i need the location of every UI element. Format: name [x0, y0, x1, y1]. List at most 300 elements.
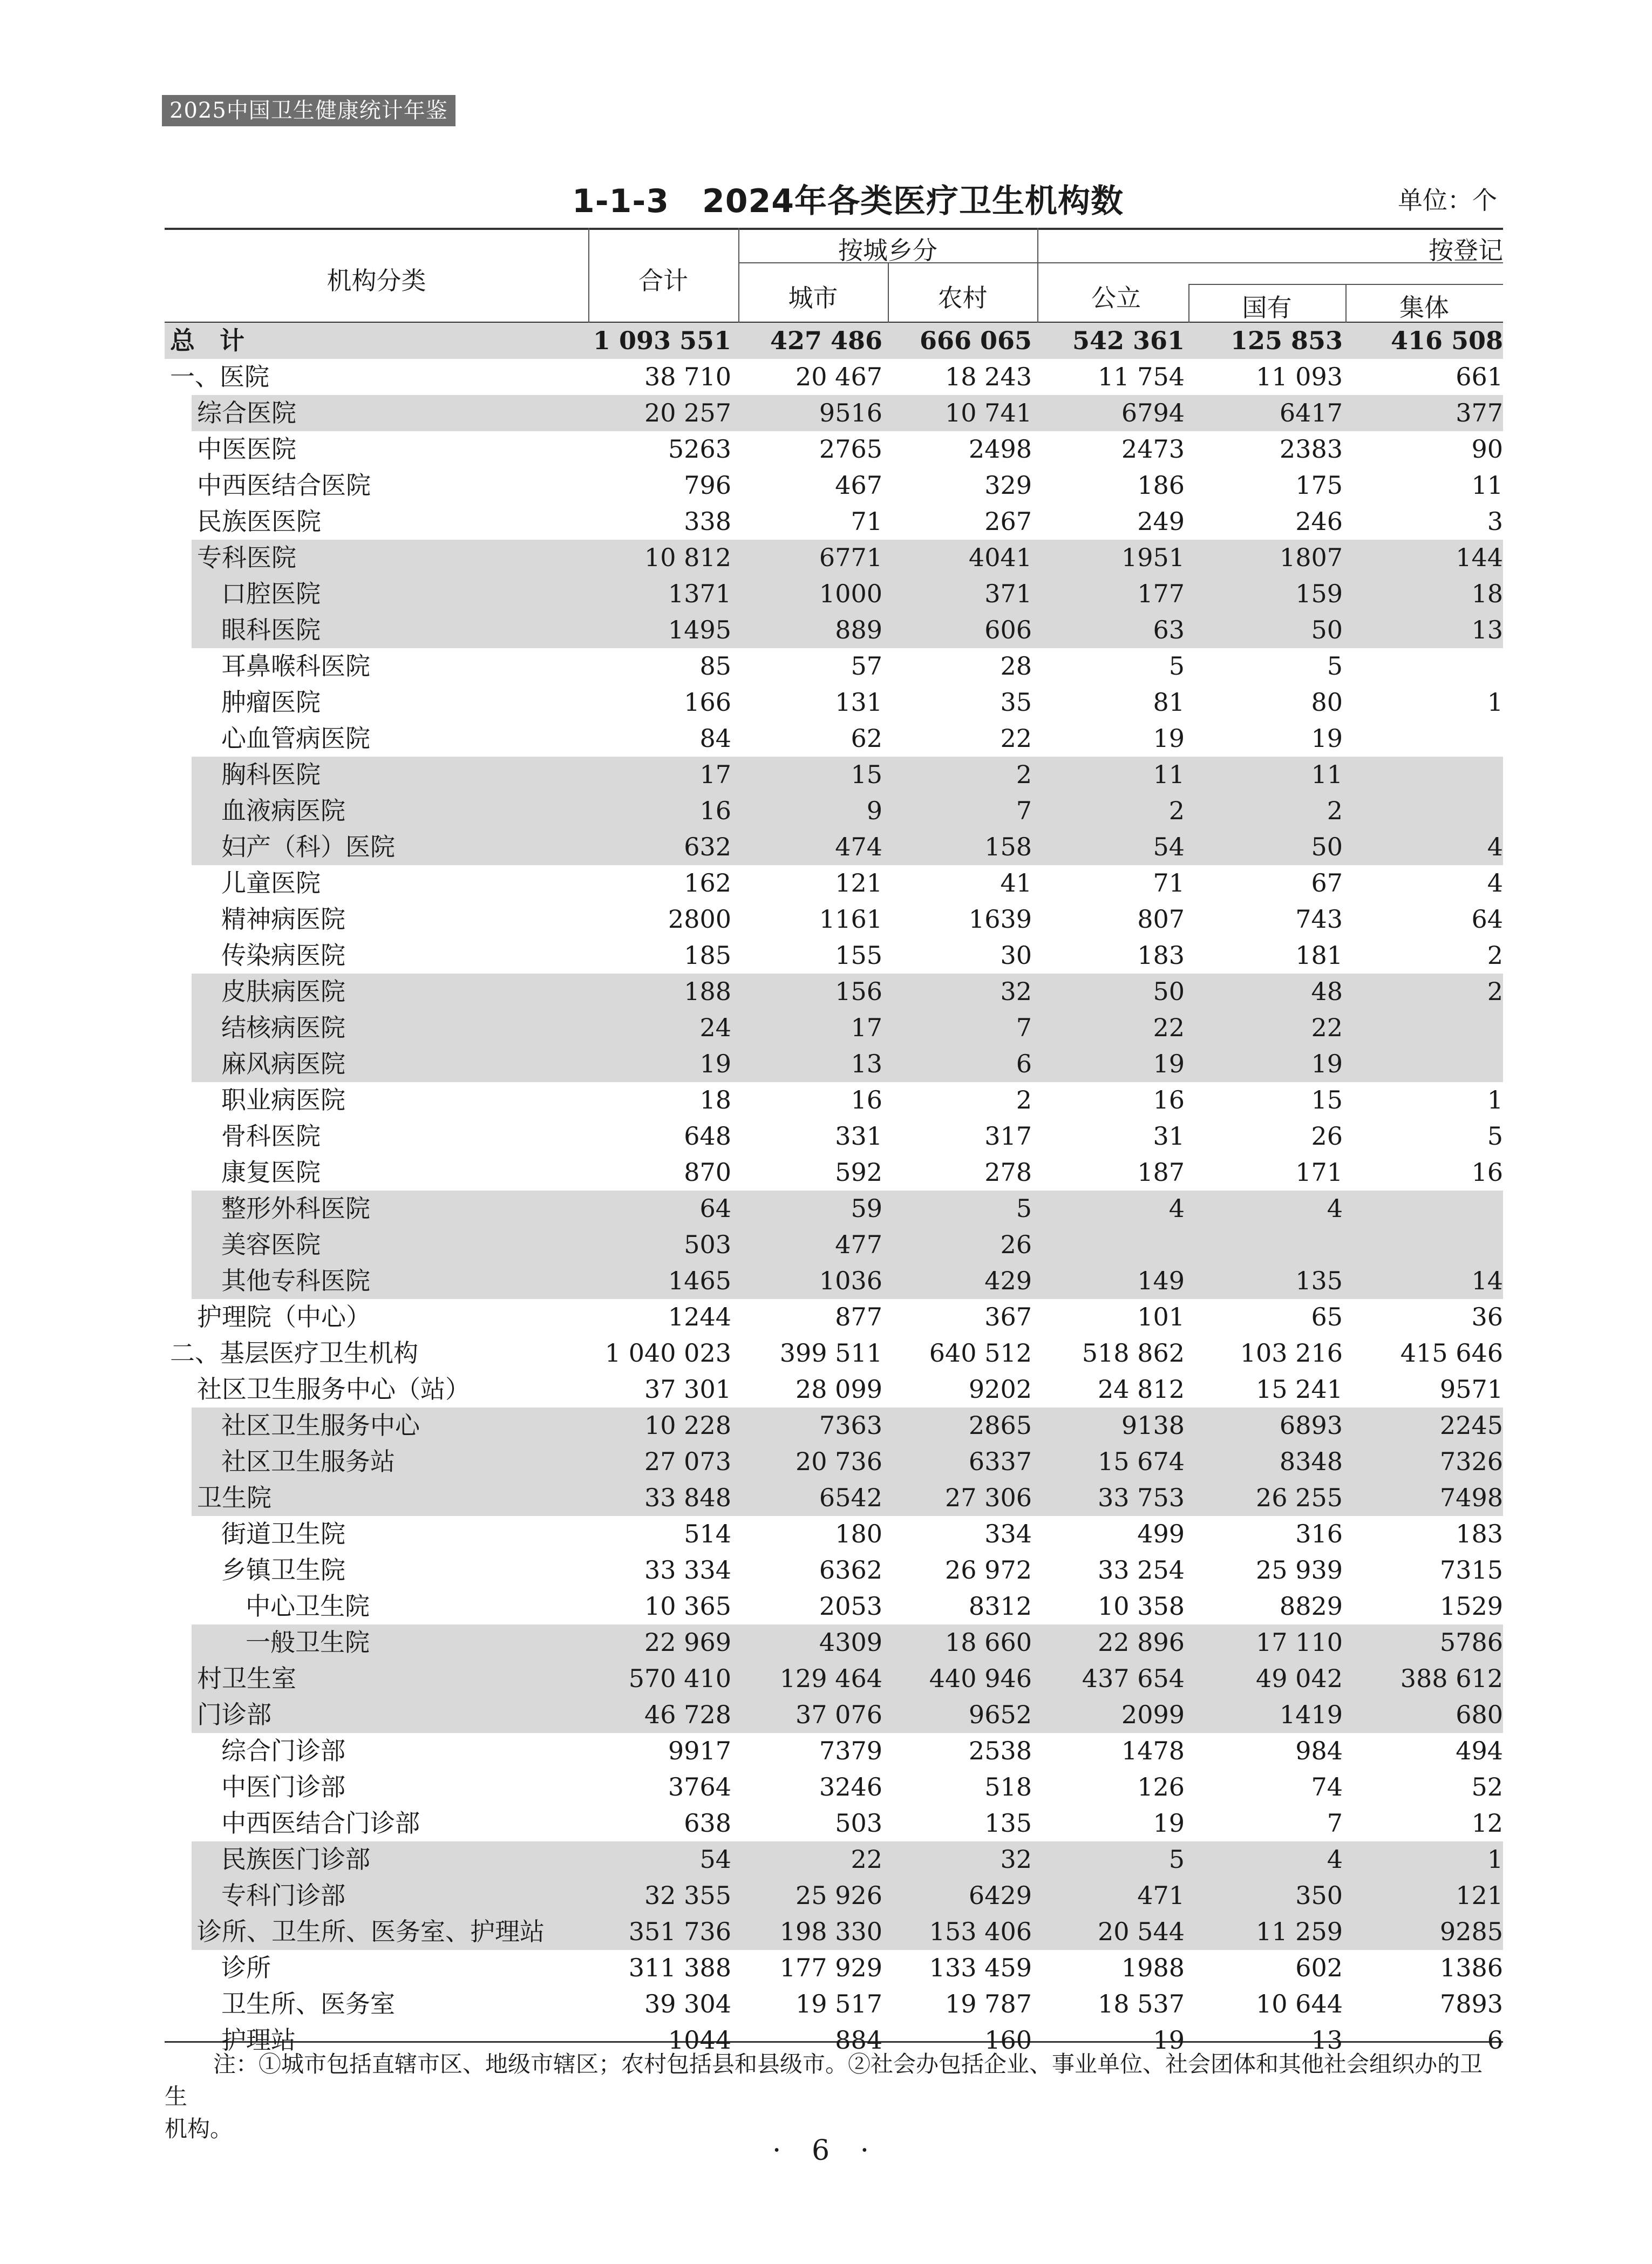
row-label: 二、基层医疗卫生机构 — [170, 1338, 418, 1368]
table-row — [165, 1878, 1503, 1914]
cell-total: 351 736 — [628, 1917, 731, 1946]
cell-collective: 14 — [1471, 1266, 1503, 1295]
table-row — [165, 1444, 1503, 1480]
cell-public: 6794 — [1121, 398, 1185, 427]
cell-urban: 20 467 — [796, 362, 882, 391]
cell-collective: 16 — [1471, 1158, 1503, 1187]
cell-collective: 7315 — [1439, 1555, 1503, 1585]
cell-total: 1495 — [668, 615, 731, 644]
cell-state-owned: 8829 — [1279, 1592, 1343, 1621]
cell-collective: 1 — [1487, 1085, 1503, 1114]
table-row — [165, 1624, 1503, 1661]
cell-urban: 7363 — [819, 1411, 882, 1440]
cell-total: 3764 — [668, 1772, 731, 1801]
cell-state-owned: 159 — [1295, 579, 1343, 608]
cell-public: 249 — [1137, 507, 1185, 536]
cell-total: 54 — [699, 1845, 731, 1874]
page-number: · 6 · — [772, 2134, 880, 2167]
cell-state-owned: 13 — [1311, 2025, 1343, 2055]
cell-collective: 4 — [1487, 868, 1503, 898]
cell-public: 437 654 — [1082, 1664, 1185, 1693]
cell-urban: 331 — [835, 1121, 882, 1151]
cell-state-owned: 15 — [1311, 1085, 1343, 1114]
cell-rural: 26 972 — [945, 1555, 1032, 1585]
cell-urban: 129 464 — [779, 1664, 882, 1693]
cell-collective: 1529 — [1439, 1592, 1503, 1621]
row-label: 中心卫生院 — [246, 1592, 370, 1621]
row-label: 麻风病医院 — [221, 1049, 345, 1078]
cell-total: 39 304 — [644, 1989, 731, 2018]
cell-urban: 9516 — [819, 398, 882, 427]
running-header: 2025中国卫生健康统计年鉴 — [162, 95, 456, 126]
cell-public: 11 — [1153, 760, 1185, 789]
cell-urban: 4309 — [819, 1628, 882, 1657]
cell-total: 16 — [699, 796, 731, 825]
cell-rural: 267 — [984, 507, 1032, 536]
header-collective: 集体 — [1399, 293, 1449, 322]
row-label: 街道卫生院 — [221, 1519, 345, 1548]
cell-public: 126 — [1137, 1772, 1185, 1801]
cell-total: 33 848 — [644, 1483, 731, 1512]
table-row — [165, 1408, 1503, 1444]
cell-collective: 36 — [1471, 1302, 1503, 1331]
cell-rural: 6429 — [968, 1881, 1032, 1910]
cell-public: 24 812 — [1098, 1375, 1185, 1404]
cell-urban: 37 076 — [796, 1700, 882, 1729]
cell-rural: 7 — [1016, 796, 1032, 825]
cell-public: 33 753 — [1098, 1483, 1185, 1512]
cell-total: 503 — [684, 1230, 731, 1259]
cell-public: 71 — [1153, 868, 1185, 898]
cell-collective: 12 — [1471, 1809, 1503, 1838]
cell-public: 177 — [1137, 579, 1185, 608]
cell-urban: 155 — [835, 941, 882, 970]
row-label: 社区卫生服务站 — [221, 1447, 395, 1476]
cell-urban: 177 929 — [779, 1953, 882, 1982]
table-row — [165, 1733, 1503, 1769]
row-label: 中西医结合医院 — [197, 471, 371, 500]
cell-urban: 884 — [835, 2025, 882, 2055]
cell-collective: 4 — [1487, 832, 1503, 861]
row-label: 儿童医院 — [221, 868, 321, 898]
cell-total: 38 710 — [644, 362, 731, 391]
row-label: 康复医院 — [221, 1158, 321, 1187]
cell-rural: 2498 — [968, 434, 1032, 464]
cell-rural: 158 — [984, 832, 1032, 861]
cell-total: 10 228 — [644, 1411, 731, 1440]
row-label: 民族医医院 — [197, 507, 321, 536]
cell-total: 17 — [699, 760, 731, 789]
cell-state-owned: 984 — [1295, 1736, 1343, 1765]
cell-urban: 1000 — [819, 579, 882, 608]
cell-total: 20 257 — [644, 398, 731, 427]
row-label: 胸科医院 — [221, 760, 321, 789]
cell-urban: 121 — [835, 868, 882, 898]
row-label: 乡镇卫生院 — [221, 1555, 345, 1585]
cell-total: 796 — [684, 471, 731, 500]
cell-public: 19 — [1153, 1049, 1185, 1078]
table-row — [165, 1082, 1503, 1118]
header-state-owned: 国有 — [1242, 293, 1292, 322]
table-row — [165, 1371, 1503, 1408]
table-row — [165, 829, 1503, 865]
cell-urban: 22 — [851, 1845, 882, 1874]
cell-urban: 467 — [835, 471, 882, 500]
row-label: 中医医院 — [197, 434, 296, 464]
cell-public: 22 — [1153, 1013, 1185, 1042]
cell-collective: 680 — [1456, 1700, 1503, 1729]
cell-collective: 416 508 — [1390, 326, 1503, 355]
table-row — [165, 1227, 1503, 1263]
cell-rural: 518 — [984, 1772, 1032, 1801]
cell-total: 64 — [699, 1194, 731, 1223]
cell-collective: 7498 — [1439, 1483, 1503, 1512]
cell-urban: 6362 — [819, 1555, 882, 1585]
cell-urban: 503 — [835, 1809, 882, 1838]
cell-rural: 334 — [984, 1519, 1032, 1548]
cell-total: 18 — [699, 1085, 731, 1114]
cell-public: 50 — [1153, 977, 1185, 1006]
cell-collective: 2245 — [1439, 1411, 1503, 1440]
cell-rural: 640 512 — [929, 1338, 1032, 1368]
cell-rural: 2 — [1016, 760, 1032, 789]
table-row — [165, 1335, 1503, 1371]
cell-rural: 278 — [984, 1158, 1032, 1187]
table-row — [165, 540, 1503, 576]
cell-public: 807 — [1137, 905, 1185, 934]
cell-public: 81 — [1153, 688, 1185, 717]
cell-state-owned: 26 255 — [1256, 1483, 1343, 1512]
cell-public: 149 — [1137, 1266, 1185, 1295]
cell-total: 185 — [684, 941, 731, 970]
cell-public: 1988 — [1121, 1953, 1185, 1982]
table-row — [165, 1516, 1503, 1552]
cell-urban: 3246 — [819, 1772, 882, 1801]
row-label: 职业病医院 — [221, 1085, 345, 1114]
row-label: 专科门诊部 — [221, 1881, 345, 1910]
cell-rural: 4041 — [968, 543, 1032, 572]
cell-total: 1 040 023 — [604, 1338, 731, 1368]
cell-collective: 18 — [1471, 579, 1503, 608]
table-row — [165, 1154, 1503, 1191]
cell-total: 27 073 — [644, 1447, 731, 1476]
row-label: 眼科医院 — [221, 615, 321, 644]
cell-total: 514 — [684, 1519, 731, 1548]
cell-total: 1371 — [668, 579, 731, 608]
cell-urban: 71 — [851, 507, 882, 536]
cell-rural: 9652 — [968, 1700, 1032, 1729]
cell-collective: 3 — [1487, 507, 1503, 536]
cell-collective: 52 — [1471, 1772, 1503, 1801]
table-row — [165, 901, 1503, 937]
row-label: 皮肤病医院 — [221, 977, 345, 1006]
cell-urban: 399 511 — [779, 1338, 882, 1368]
row-label: 护理院（中心） — [197, 1302, 371, 1331]
cell-urban: 20 736 — [796, 1447, 882, 1476]
cell-urban: 25 926 — [796, 1881, 882, 1910]
cell-rural: 32 — [1000, 977, 1032, 1006]
table-row — [165, 1046, 1503, 1082]
row-label: 专科医院 — [197, 543, 296, 572]
cell-rural: 8312 — [968, 1592, 1032, 1621]
note-line-1: 注：①城市包括直辖市区、地级市辖区；农村包括县和县级市。②社会办包括企业、事业单位、社会团体和其他社会组织办的卫生 — [165, 2051, 1483, 2110]
cell-total: 1044 — [668, 2025, 731, 2055]
cell-total: 162 — [684, 868, 731, 898]
cell-state-owned: 19 — [1311, 1049, 1343, 1078]
cell-collective: 64 — [1471, 905, 1503, 934]
table-row — [165, 576, 1503, 612]
row-label: 血液病医院 — [221, 796, 345, 825]
cell-state-owned: 181 — [1295, 941, 1343, 970]
cell-urban: 59 — [851, 1194, 882, 1223]
cell-public: 471 — [1137, 1881, 1185, 1910]
cell-urban: 16 — [851, 1085, 882, 1114]
cell-collective: 13 — [1471, 615, 1503, 644]
cell-rural: 28 — [1000, 651, 1032, 681]
cell-public: 1478 — [1121, 1736, 1185, 1765]
table-row — [165, 612, 1503, 648]
cell-state-owned: 743 — [1295, 905, 1343, 934]
cell-total: 2800 — [668, 905, 731, 934]
cell-collective: 388 612 — [1400, 1664, 1503, 1693]
row-label: 一、医院 — [170, 362, 269, 391]
cell-total: 46 728 — [644, 1700, 731, 1729]
row-label: 门诊部 — [197, 1700, 271, 1729]
cell-rural: 41 — [1000, 868, 1032, 898]
cell-public: 2099 — [1121, 1700, 1185, 1729]
cell-urban: 15 — [851, 760, 882, 789]
cell-total: 22 969 — [644, 1628, 731, 1657]
cell-rural: 160 — [984, 2025, 1032, 2055]
cell-rural: 9202 — [968, 1375, 1032, 1404]
cell-public: 187 — [1137, 1158, 1185, 1187]
cell-rural: 440 946 — [929, 1664, 1032, 1693]
cell-state-owned: 67 — [1311, 868, 1343, 898]
cell-collective: 1 — [1487, 1845, 1503, 1874]
cell-rural: 133 459 — [929, 1953, 1032, 1982]
row-label: 民族医门诊部 — [221, 1845, 370, 1874]
cell-state-owned: 11 259 — [1256, 1917, 1343, 1946]
cell-rural: 22 — [1000, 724, 1032, 753]
cell-public: 101 — [1137, 1302, 1185, 1331]
cell-rural: 371 — [984, 579, 1032, 608]
cell-urban: 2053 — [819, 1592, 882, 1621]
table-row — [165, 1552, 1503, 1588]
cell-state-owned: 2 — [1327, 796, 1343, 825]
cell-state-owned: 2383 — [1279, 434, 1343, 464]
table-row — [165, 431, 1503, 467]
cell-state-owned: 316 — [1295, 1519, 1343, 1548]
cell-state-owned: 246 — [1295, 507, 1343, 536]
cell-total: 632 — [684, 832, 731, 861]
note-line-2: 机构。 — [165, 2116, 233, 2142]
table-row — [165, 684, 1503, 720]
cell-total: 9917 — [668, 1736, 731, 1765]
cell-urban: 2765 — [819, 434, 882, 464]
cell-public: 16 — [1153, 1085, 1185, 1114]
table-row — [165, 1769, 1503, 1805]
table-row — [165, 1661, 1503, 1697]
row-label: 社区卫生服务中心（站） — [197, 1375, 470, 1404]
cell-urban: 180 — [835, 1519, 882, 1548]
cell-rural: 666 065 — [919, 326, 1032, 355]
cell-total: 1 093 551 — [593, 326, 731, 355]
cell-state-owned: 26 — [1311, 1121, 1343, 1151]
row-label: 总 计 — [170, 326, 244, 355]
cell-total: 870 — [684, 1158, 731, 1187]
cell-collective: 90 — [1471, 434, 1503, 464]
row-label: 卫生所、医务室 — [221, 1989, 395, 2018]
cell-rural: 429 — [984, 1266, 1032, 1295]
cell-public: 19 — [1153, 2025, 1185, 2055]
cell-rural: 26 — [1000, 1230, 1032, 1259]
cell-urban: 877 — [835, 1302, 882, 1331]
row-label: 妇产（科）医院 — [221, 832, 395, 861]
table-row — [165, 395, 1503, 431]
header-rural: 农村 — [937, 283, 988, 312]
cell-total: 1244 — [668, 1302, 731, 1331]
cell-total: 10 365 — [644, 1592, 731, 1621]
cell-rural: 35 — [1000, 688, 1032, 717]
cell-collective: 11 — [1471, 471, 1503, 500]
cell-public: 15 674 — [1098, 1447, 1185, 1476]
cell-state-owned: 15 241 — [1256, 1375, 1343, 1404]
row-label: 卫生院 — [197, 1483, 271, 1512]
table-row — [165, 937, 1503, 974]
cell-public: 5 — [1168, 1845, 1185, 1874]
cell-collective: 121 — [1456, 1881, 1503, 1910]
cell-state-owned: 1419 — [1279, 1700, 1343, 1729]
table-row — [165, 1950, 1503, 1986]
cell-state-owned: 350 — [1295, 1881, 1343, 1910]
cell-state-owned: 4 — [1327, 1845, 1343, 1874]
table-note — [165, 2048, 1503, 2145]
cell-state-owned: 50 — [1311, 615, 1343, 644]
table-title: 1-1-3 2024年各类医疗卫生机构数 — [572, 182, 1124, 220]
table-row — [165, 323, 1503, 359]
cell-urban: 592 — [835, 1158, 882, 1187]
table-top-rule — [165, 228, 1503, 230]
cell-public: 19 — [1153, 1809, 1185, 1838]
cell-collective: 1 — [1487, 688, 1503, 717]
cell-state-owned: 11 093 — [1256, 362, 1343, 391]
row-label: 综合医院 — [197, 398, 296, 427]
cell-state-owned: 74 — [1311, 1772, 1343, 1801]
cell-collective: 5 — [1487, 1121, 1503, 1151]
cell-public: 63 — [1153, 615, 1185, 644]
table-body — [165, 323, 1503, 2058]
cell-urban: 477 — [835, 1230, 882, 1259]
cell-total: 570 410 — [628, 1664, 731, 1693]
cell-rural: 6337 — [968, 1447, 1032, 1476]
table-row — [165, 1841, 1503, 1878]
cell-rural: 1639 — [968, 905, 1032, 934]
cell-urban: 474 — [835, 832, 882, 861]
row-label: 社区卫生服务中心 — [221, 1411, 420, 1440]
table-row — [165, 1697, 1503, 1733]
header-category: 机构分类 — [327, 266, 426, 295]
table-row — [165, 1986, 1503, 2022]
cell-state-owned: 103 216 — [1240, 1338, 1343, 1368]
cell-state-owned: 171 — [1295, 1158, 1343, 1187]
row-label: 美容医院 — [221, 1230, 321, 1259]
row-label: 耳鼻喉科医院 — [221, 651, 370, 681]
row-label: 诊所、卫生所、医务室、护理站 — [197, 1917, 545, 1946]
cell-state-owned: 48 — [1311, 977, 1343, 1006]
cell-urban: 1036 — [819, 1266, 882, 1295]
cell-total: 311 388 — [628, 1953, 731, 1982]
cell-rural: 6 — [1016, 1049, 1032, 1078]
cell-rural: 317 — [984, 1121, 1032, 1151]
cell-rural: 19 787 — [945, 1989, 1032, 2018]
cell-rural: 329 — [984, 471, 1032, 500]
cell-public: 186 — [1137, 471, 1185, 500]
row-label: 一般卫生院 — [246, 1628, 370, 1657]
cell-state-owned: 4 — [1327, 1194, 1343, 1223]
cell-urban: 19 517 — [796, 1989, 882, 2018]
cell-collective: 9285 — [1439, 1917, 1503, 1946]
row-label: 肿瘤医院 — [221, 688, 321, 717]
cell-rural: 2865 — [968, 1411, 1032, 1440]
cell-rural: 27 306 — [945, 1483, 1032, 1512]
cell-collective: 5786 — [1439, 1628, 1503, 1657]
cell-public: 18 537 — [1098, 1989, 1185, 2018]
cell-state-owned: 6417 — [1279, 398, 1343, 427]
cell-urban: 1161 — [819, 905, 882, 934]
row-label: 村卫生室 — [197, 1664, 296, 1693]
cell-public: 2 — [1168, 796, 1185, 825]
table-row — [165, 1118, 1503, 1154]
table-row — [165, 1805, 1503, 1841]
table-row — [165, 1914, 1503, 1950]
cell-collective: 7326 — [1439, 1447, 1503, 1476]
row-label: 精神病医院 — [221, 905, 345, 934]
cell-state-owned: 25 939 — [1256, 1555, 1343, 1585]
cell-urban: 28 099 — [796, 1375, 882, 1404]
table-row — [165, 467, 1503, 504]
cell-state-owned: 7 — [1327, 1809, 1343, 1838]
cell-state-owned: 19 — [1311, 724, 1343, 753]
cell-public: 20 544 — [1098, 1917, 1185, 1946]
cell-total: 10 812 — [644, 543, 731, 572]
row-label: 结核病医院 — [221, 1013, 345, 1042]
cell-urban: 889 — [835, 615, 882, 644]
cell-total: 1465 — [668, 1266, 731, 1295]
cell-urban: 7379 — [819, 1736, 882, 1765]
cell-urban: 6771 — [819, 543, 882, 572]
cell-state-owned: 135 — [1295, 1266, 1343, 1295]
cell-rural: 7 — [1016, 1013, 1032, 1042]
cell-total: 84 — [699, 724, 731, 753]
cell-public: 499 — [1137, 1519, 1185, 1548]
table-row — [165, 1191, 1503, 1227]
cell-state-owned: 50 — [1311, 832, 1343, 861]
cell-urban: 57 — [851, 651, 882, 681]
cell-state-owned: 22 — [1311, 1013, 1343, 1042]
cell-state-owned: 65 — [1311, 1302, 1343, 1331]
cell-rural: 135 — [984, 1809, 1032, 1838]
header-registration: 按登记 — [1429, 236, 1503, 265]
row-label: 心血管病医院 — [221, 724, 370, 753]
cell-total: 33 334 — [644, 1555, 731, 1585]
cell-state-owned: 125 853 — [1230, 326, 1343, 355]
cell-public: 5 — [1168, 651, 1185, 681]
cell-collective: 377 — [1456, 398, 1503, 427]
cell-urban: 198 330 — [779, 1917, 882, 1946]
cell-rural: 30 — [1000, 941, 1032, 970]
cell-public: 11 754 — [1098, 362, 1185, 391]
cell-urban: 13 — [851, 1049, 882, 1078]
